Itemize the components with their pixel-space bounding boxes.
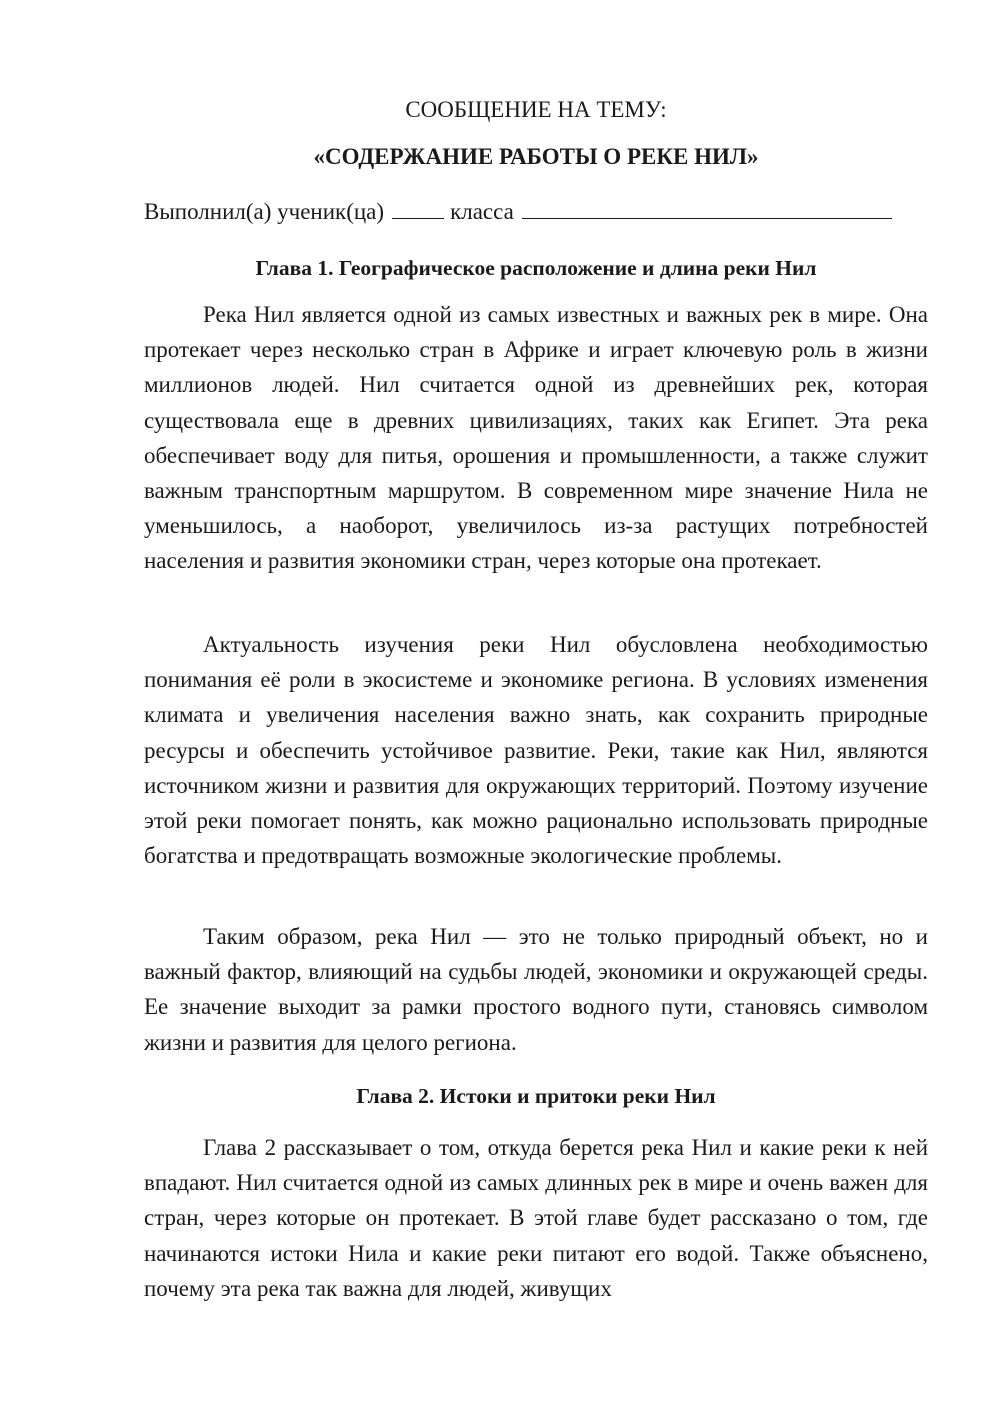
chapter-2-paragraph-1: Глава 2 рассказывает о том, откуда берется река Нил и какие реки к ней впадают. Нил считается одной из самых длинных рек в мире и очень важен для стран, через которые он протекает. В этой главе будет рассказано о том, где начинаются истоки Нила и какие реки питают его водой. Также объяснено, почему эта река так важна для людей, живущих <box>144 1135 928 1301</box>
chapter-1-paragraph-3: Таким образом, река Нил — это не только природный объект, но и важный фактор, влияющий на судьбы людей, экономики и окружающей среды. Ее значение выходит за рамки простого водного пути, становясь символом жизни и развития для целого региона. <box>144 924 928 1055</box>
chapter-2-heading: Глава 2. Истоки и притоки реки Нил <box>356 1084 716 1108</box>
chapter-1-paragraph-1: Река Нил является одной из самых известных и важных рек в мире. Она протекает через несколько стран в Африке и играет ключевую роль в жизни миллионов людей. Нил считается одной из древнейших рек, которая существовала еще в древних цивилизациях, таких как Египет. Эта река обеспечивает воду для питья, орошения и промышленности, а также служит важным транспортным маршрутом. В современном мире значение Нила не уменьшилось, а наоборот, увеличилось из-за растущих потребностей населения и развития экономики стран, через которые она протекает. <box>144 302 928 574</box>
author-prefix: Выполнил(а) ученик(ца) <box>144 199 385 224</box>
student-name-blank <box>522 198 892 219</box>
document-title-line2: «СОДЕРЖАНИЕ РАБОТЫ О РЕКЕ НИЛ» <box>313 144 759 169</box>
chapter-1-paragraph-2: Актуальность изучения реки Нил обусловлена необходимостью понимания её роли в экосистеме и экономике региона. В условиях изменения климата и увеличения населения важно знать, как сохранить природные ресурсы и обеспечить устойчивое развитие. Реки, такие как Нил, являются источником жизни и развития для окружающих территорий. Поэтому изучение этой реки помогает понять, как можно рационально использовать природные богатства и предотвращать возможные экологические проблемы. <box>144 632 928 869</box>
chapter-1-heading: Глава 1. Географическое расположение и длина реки Нил <box>255 256 817 280</box>
class-number-blank <box>392 198 444 219</box>
document-title-line1: СООБЩЕНИЕ НА ТЕМУ: <box>405 97 667 122</box>
class-word: класса <box>450 199 514 224</box>
author-line <box>144 196 928 228</box>
